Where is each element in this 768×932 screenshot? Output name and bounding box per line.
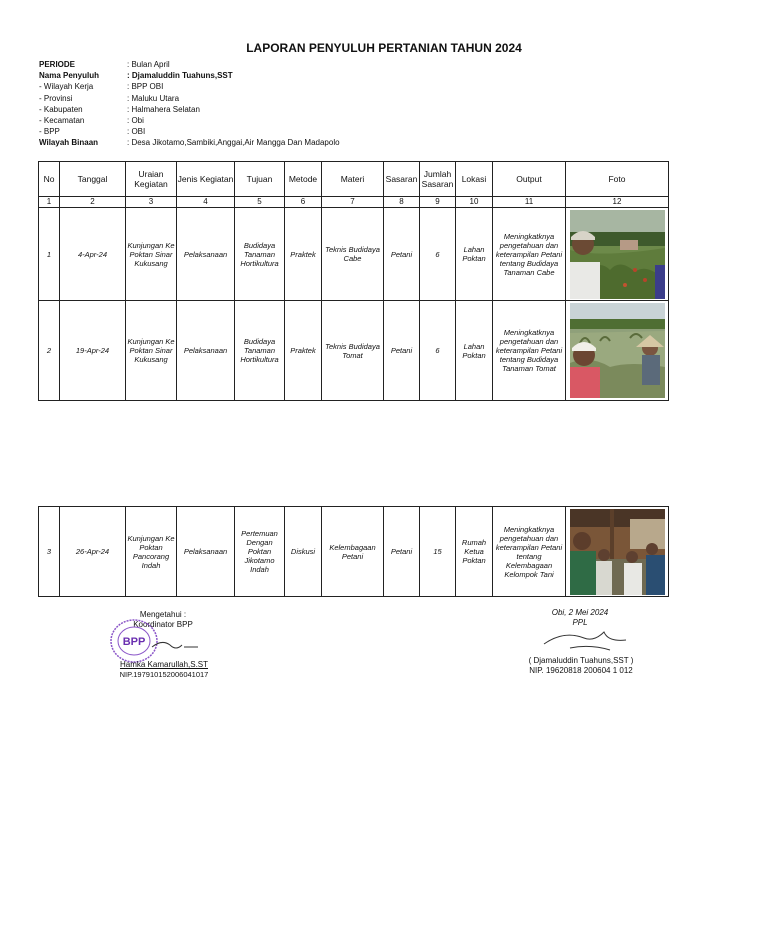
info-value: : Halmahera Selatan xyxy=(127,104,200,114)
info-value: : Maluku Utara xyxy=(127,93,180,103)
info-label: - BPP xyxy=(39,127,60,137)
col-header-jumlah: Jumlah Sasaran xyxy=(420,162,456,197)
cell-uraian: Kunjungan Ke Poktan Sinar Kukusang xyxy=(126,301,177,401)
info-value: : Djamaluddin Tuahuns,SST xyxy=(127,71,233,81)
col-number: 3 xyxy=(126,197,177,208)
cell-jenis: Pelaksanaan xyxy=(177,208,235,301)
info-label: - Kecamatan xyxy=(39,116,85,126)
col-header-jenis: Jenis Kegiatan xyxy=(177,162,235,197)
stamp-text: BPP xyxy=(122,636,146,648)
cell-lokasi: Rumah Ketua Poktan xyxy=(456,507,493,597)
col-number: 5 xyxy=(235,197,285,208)
cell-sasaran: Petani xyxy=(384,208,420,301)
cell-tanggal: 19-Apr-24 xyxy=(60,301,126,401)
report-table xyxy=(38,161,669,401)
cell-output: Meningkatknya pengetahuan dan keterampilan Petani tentang Budidaya Tanaman Cabe xyxy=(493,208,566,301)
table-header-row xyxy=(39,162,669,197)
info-row xyxy=(39,70,340,81)
cell-jumlah: 15 xyxy=(420,507,456,597)
cell-tujuan: Budidaya Tanaman Hortikultura xyxy=(235,301,285,401)
col-number: 4 xyxy=(177,197,235,208)
cell-foto xyxy=(566,301,669,401)
col-header-no: No xyxy=(39,162,60,197)
col-header-foto: Foto xyxy=(566,162,669,197)
info-label: Wilayah Binaan xyxy=(39,138,99,148)
col-number: 7 xyxy=(322,197,384,208)
info-row xyxy=(39,59,340,70)
info-value: : Obi xyxy=(127,116,144,126)
cell-output: Meningkatknya pengetahuan dan keterampilan Petani tentang Budidaya Tanaman Tomat xyxy=(493,301,566,401)
col-header-materi: Materi xyxy=(322,162,384,197)
cell-jumlah: 6 xyxy=(420,208,456,301)
cell-foto xyxy=(566,208,669,301)
column-number-row xyxy=(39,197,669,208)
coordinator-name: Hamka Kamarullah,S.ST xyxy=(119,660,209,669)
left-signature-scribble xyxy=(150,637,200,658)
coordinator-nip: NIP.197910152006041017 xyxy=(119,670,209,679)
cell-tujuan: Budidaya Tanaman Hortikultura xyxy=(235,208,285,301)
cell-metode: Diskusi xyxy=(285,507,322,597)
report-info xyxy=(39,59,340,149)
cell-jumlah: 6 xyxy=(420,301,456,401)
col-header-tanggal: Tanggal xyxy=(60,162,126,197)
cell-metode: Praktek xyxy=(285,301,322,401)
info-row xyxy=(39,93,340,104)
cell-lokasi: Lahan Poktan xyxy=(456,301,493,401)
cell-uraian: Kunjungan Ke Poktan Sinar Kukusang xyxy=(126,208,177,301)
cell-sasaran: Petani xyxy=(384,507,420,597)
cell-no: 2 xyxy=(39,301,60,401)
cell-output: Meningkatknya pengetahuan dan keterampilan Petani tentang Kelembagaan Kelompok Tani xyxy=(493,507,566,597)
info-value: : Bulan April xyxy=(127,60,170,69)
col-number: 8 xyxy=(384,197,420,208)
cell-materi: Teknis Budidaya Tomat xyxy=(322,301,384,401)
col-number: 10 xyxy=(456,197,493,208)
col-header-uraian: Uraian Kegiatan xyxy=(126,162,177,197)
cell-jenis: Pelaksanaan xyxy=(177,507,235,597)
col-header-tujuan: Tujuan xyxy=(235,162,285,197)
cell-jenis: Pelaksanaan xyxy=(177,301,235,401)
info-label: Nama Penyuluh xyxy=(39,71,100,81)
meeting-photo xyxy=(570,509,665,595)
col-header-sasaran: Sasaran xyxy=(384,162,420,197)
col-number: 11 xyxy=(493,197,566,208)
col-number: 2 xyxy=(60,197,126,208)
info-row xyxy=(39,126,340,137)
col-number: 9 xyxy=(420,197,456,208)
cell-lokasi: Lahan Poktan xyxy=(456,208,493,301)
report-title: LAPORAN PENYULUH PERTANIAN TAHUN 2024 xyxy=(246,41,522,55)
report-table-continued xyxy=(38,506,669,597)
info-label: - Kabupaten xyxy=(39,104,83,114)
col-header-output: Output xyxy=(493,162,566,197)
info-row xyxy=(39,81,340,92)
cell-no: 3 xyxy=(39,507,60,597)
ppl-name: ( Djamaluddin Tuahuns,SST ) xyxy=(528,656,634,665)
right-signature-scribble xyxy=(540,626,630,659)
cell-sasaran: Petani xyxy=(384,301,420,401)
info-row xyxy=(39,137,340,148)
cell-foto xyxy=(566,507,669,597)
info-label: PERIODE xyxy=(39,60,76,69)
col-number: 12 xyxy=(566,197,669,208)
right-signature-block xyxy=(535,608,625,628)
ppl-nip: NIP. 19620818 200604 1 012 xyxy=(529,666,633,675)
info-row xyxy=(39,104,340,115)
cell-materi: Kelembagaan Petani xyxy=(322,507,384,597)
right-signer xyxy=(518,656,644,676)
table-row xyxy=(39,301,669,401)
acknowledgement-label: Mengetahui : xyxy=(139,610,187,619)
cell-no: 1 xyxy=(39,208,60,301)
info-label: - Provinsi xyxy=(39,93,73,103)
info-value: : OBI xyxy=(127,127,146,137)
ppl-title: PPL xyxy=(572,618,588,627)
cell-materi: Teknis Budidaya Cabe xyxy=(322,208,384,301)
cell-metode: Praktek xyxy=(285,208,322,301)
info-value: : Desa Jikotamo,Sambiki,Anggai,Air Mangga Dan Madapolo xyxy=(127,138,340,148)
cell-tanggal: 4-Apr-24 xyxy=(60,208,126,301)
coordinator-title: Koordinator BPP xyxy=(133,620,193,629)
field-photo xyxy=(570,210,665,299)
table-row xyxy=(39,507,669,597)
cell-uraian: Kunjungan Ke Poktan Pancorang Indah xyxy=(126,507,177,597)
info-value: : BPP OBI xyxy=(127,82,164,92)
col-header-metode: Metode xyxy=(285,162,322,197)
info-label: - Wilayah Kerja xyxy=(39,82,94,92)
table-row xyxy=(39,208,669,301)
col-number: 6 xyxy=(285,197,322,208)
col-number: 1 xyxy=(39,197,60,208)
cell-tujuan: Pertemuan Dengan Poktan Jikotamo Indah xyxy=(235,507,285,597)
field-photo xyxy=(570,303,665,398)
report-date: Obi, 2 Mei 2024 xyxy=(551,608,609,617)
info-row xyxy=(39,115,340,126)
left-signer xyxy=(110,660,218,680)
cell-tanggal: 26-Apr-24 xyxy=(60,507,126,597)
col-header-lokasi: Lokasi xyxy=(456,162,493,197)
